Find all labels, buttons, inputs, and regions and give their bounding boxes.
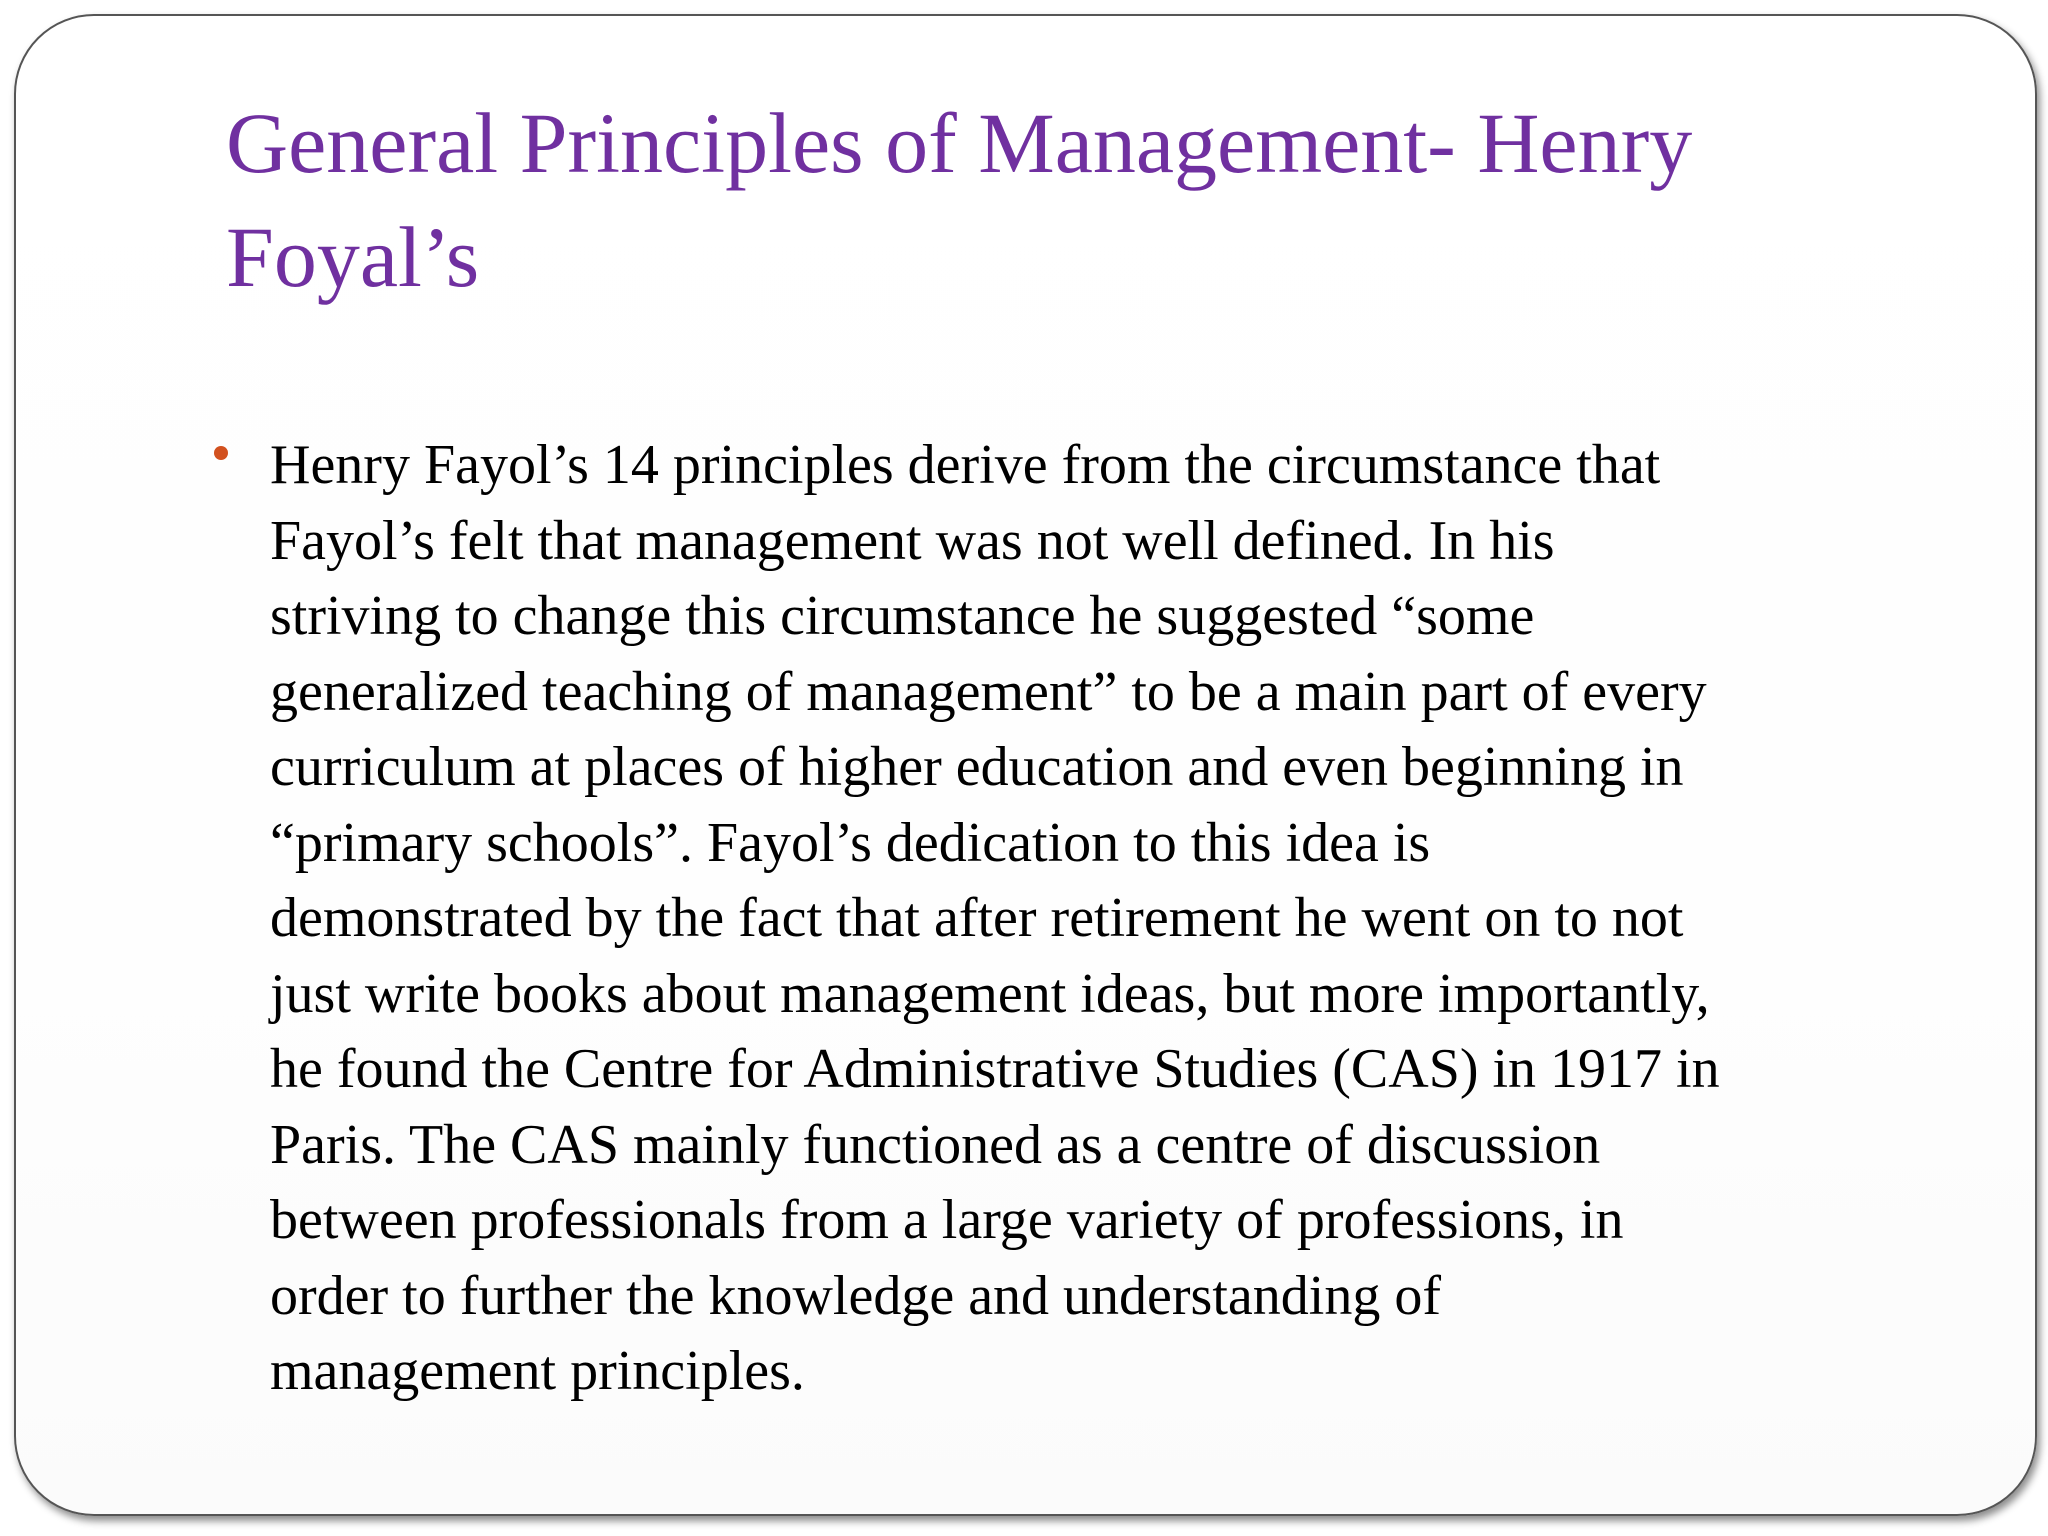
- bullet-text: Henry Fayol’s 14 principles derive from the circumstance that Fayol’s felt that management was not well defined. In his striving to change this circumstance he suggested “some generalized teaching of management” to be a main part of every curriculum at places of higher education and even beginning in “primary schools”. Fayol’s dedication to this idea is demonstrated by the fact that after retirement he went on to not just write books about management ideas, but more importantly, he found the Centre for Administrative Studies (CAS) in 1917 in Paris. The CAS mainly functioned as a centre of discussion between professionals from a large variety of professions, in order to further the knowledge and understanding of management principles.: [270, 434, 1720, 1402]
- slide-title: General Principles of Management- Henry Foyal’s: [226, 95, 1693, 305]
- list-item: [206, 428, 1926, 1410]
- bullet-dot-icon: [214, 446, 228, 460]
- bullet-list: [206, 428, 1926, 1410]
